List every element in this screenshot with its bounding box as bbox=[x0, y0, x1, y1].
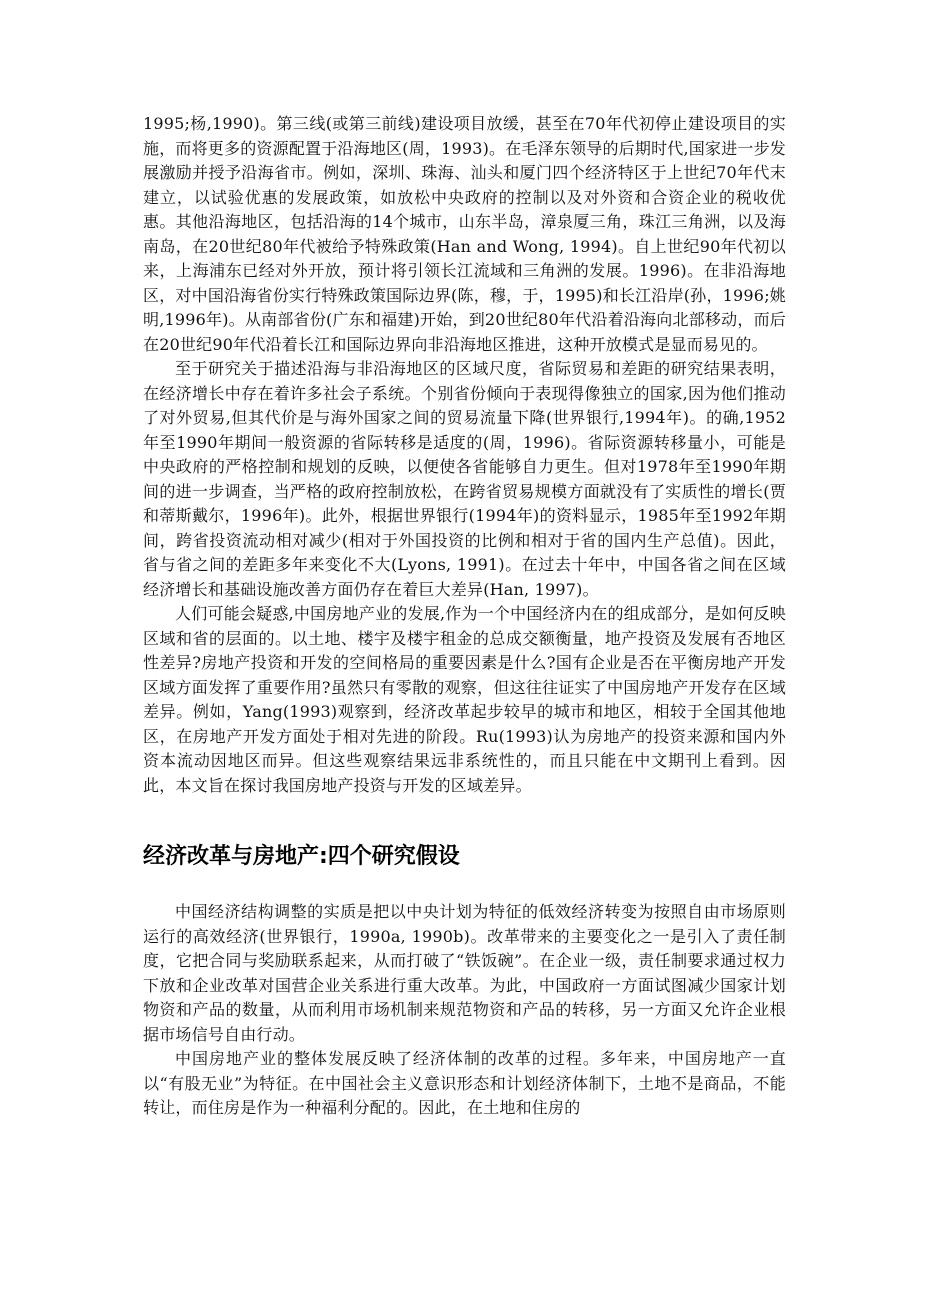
paragraph-economic-restructuring: 中国经济结构调整的实质是把以中央计划为特征的低效经济转变为按照自由市场原则运行的高效经济(世界银行，1990a, 1990b)。改革带来的主要变化之一是引入了责任制度，它把合同与奖励联系起来，从而打破了“铁饭碗”。在企业一级，责任制要求通过权力下放和企业改革对国营企业关系进行重大改革。为此，中国政府一方面试图减少国家计划物资和产品的数量，从而利用市场机制来规范物资和产品的转移，另一方面又允许企业根据市场信号自由行动。 bbox=[143, 902, 786, 1044]
paragraph-interprovincial-trade: 至于研究关于描述沿海与非沿海地区的区域尺度，省际贸易和差距的研究结果表明，在经济增长中存在着许多社会子系统。个别省份倾向于表现得像独立的国家,因为他们推动了对外贸易,但其代价是与海外国家之间的贸易流量下降(世界银行,1994年)。的确,1952年至1990年期间一般资源的省际转移是适度的(周，1996)。省际资源转移量小，可能是中央政府的严格控制和规划的反映，以便使各省能够自力更生。但对1978年至1990年期间的进一步调查，当严格的政府控制放松，在跨省贸易规模方面就没有了实质性的增长(贾和蒂斯戴尔，1996年)。此外，根据世界银行(1994年)的资料显示，1985年至1992年期间，跨省投资流动相对减少(相对于外国投资的比例和相对于省的国内生产总值)。因此，省与省之间的差距多年来变化不大(Lyons, 1991)。在过去十年中，中国各省之间在区域经济增长和基础设施改善方面仍存在着巨大差异(Han, 1997)。 bbox=[143, 359, 786, 599]
paragraph-real-estate-regional: 人们可能会疑惑,中国房地产业的发展,作为一个中国经济内在的组成部分，是如何反映区域和省的层面的。以土地、楼宇及楼宇租金的总成交额衡量，地产投资及发展有否地区性差异?房地产投资和开发的空间格局的重要因素是什么?国有企业是否在平衡房地产开发区域方面发挥了重要作用?虽然只有零散的观察，但这往往证实了中国房地产开发存在区域差异。例如，Yang(1993)观察到，经济改革起步较早的城市和地区，相较于全国其他地区，在房地产开发方面处于相对先进的阶段。Ru(1993)认为房地产的投资来源和国内外资本流动因地区而异。但这些观察结果远非系统性的，而且只能在中文期刊上看到。因此，本文旨在探讨我国房地产投资与开发的区域差异。 bbox=[143, 604, 786, 795]
paragraph-real-estate-development: 中国房地产业的整体发展反映了经济体制的改革的过程。多年来，中国房地产一直以“有股无业”为特征。在中国社会主义意识形态和计划经济体制下，土地不是商品，不能转让，而住房是作为一种福利分配的。因此，在土地和住房的 bbox=[143, 1049, 786, 1117]
paragraph-coastal-policy: 1995;杨,1990)。第三线(或第三前线)建设项目放缓，甚至在70年代初停止建设项目的实施，而将更多的资源配置于沿海地区(周，1993)。在毛泽东领导的后期时代,国家进一步发展激励并授予沿海省市。例如，深圳、珠海、汕头和厦门四个经济特区于上世纪70年代末建立，以试验优惠的发展政策，如放松中央政府的控制以及对外资和合资企业的税收优惠。其他沿海地区，包括沿海的14个城市，山东半岛，漳泉厦三角，珠江三角洲，以及海南岛，在20世纪80年代被给予特殊政策(Han and Wong, 1994)。自上世纪90年代初以来，上海浦东已经对外开放，预计将引领长江流域和三角洲的发展。1996)。在非沿海地区，对中国沿海省份实行特殊政策国际边界(陈，穆，于，1995)和长江沿岸(孙，1996;姚明,1996年)。从南部省份(广东和福建)开始，到20世纪80年代沿着沿海向北部移动，而后在20世纪90年代沿着长江和国际边界向非沿海地区推进，这种开放模式是显而易见的。 bbox=[143, 114, 786, 354]
section-title: 经济改革与房地产:四个研究假设 bbox=[143, 844, 460, 869]
